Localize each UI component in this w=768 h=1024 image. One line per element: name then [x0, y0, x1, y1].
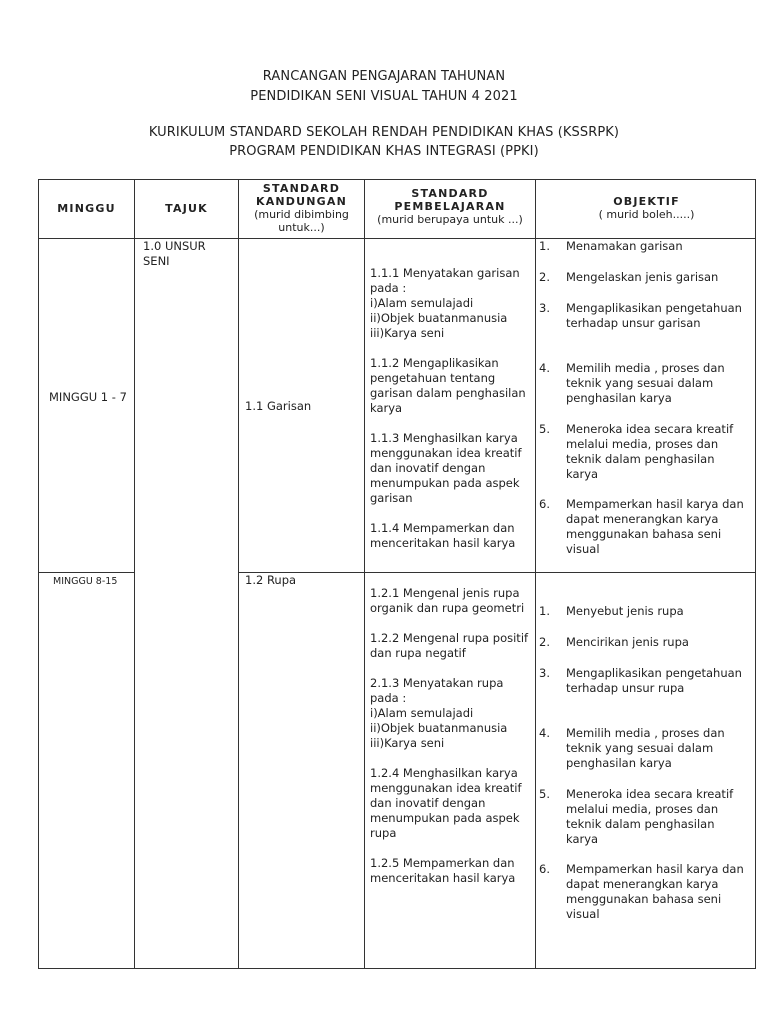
pembelajaran-item: 1.1.4 Mempamerkan dan menceritakan hasil karya: [370, 521, 516, 550]
header-standard-kandungan: STANDARD KANDUNGAN (murid dibimbing untuk...): [254, 182, 349, 234]
doc-title-line2: PENDIDIKAN SENI VISUAL TAHUN 4 2021: [250, 89, 518, 104]
pembelajaran-item: 1.1.2 Mengaplikasikan pengetahuan tentang garisan dalam penghasilan karya: [370, 356, 526, 415]
row-divider: [39, 572, 134, 573]
col-divider: [364, 180, 365, 968]
row-divider: [238, 572, 755, 573]
header-tajuk: TAJUK: [165, 202, 208, 215]
header-objektif: OBJEKTIF ( murid boleh.....): [598, 195, 695, 221]
header-minggu: MINGGU: [57, 202, 116, 215]
header-standard-pembelajaran: STANDARD PEMBELAJARAN (murid berupaya untuk ...): [377, 187, 523, 226]
rpt-table: [38, 179, 756, 969]
row2-minggu: MINGGU 8-15: [53, 576, 118, 587]
doc-title-line1: RANCANGAN PENGAJARAN TAHUNAN: [262, 69, 506, 84]
row1-objektif: 1. Menamakan garisan 2. Mengelaskan jenis garisan 3. Mengaplikasikan pengetahuan terhadap unsur garisan 4. Memilih media , proses dan teknik yang sesuai dalam penghasilan karya 5. Meneroka idea secara kreatif melalui media, proses dan teknik dalam penghasilan karya 6. Mempamerkan hasil karya dan dapat menerangkan karya menggunakan bahasa seni visual: [539, 239, 744, 556]
col-divider: [134, 180, 135, 968]
doc-title-line4: PROGRAM PENDIDIKAN KHAS INTEGRASI (PPKI): [229, 144, 539, 159]
row1-minggu: MINGGU 1 - 7: [49, 390, 127, 404]
row2-objektif: 1. Menyebut jenis rupa 2. Mencirikan jenis rupa 3. Mengaplikasikan pengetahuan terhadap unsur rupa 4. Memilih media , proses dan teknik yang sesuai dalam penghasilan karya 5. Meneroka idea secara kreatif melalui media, proses dan teknik dalam penghasilan karya 6. Mempamerkan hasil karya dan dapat menerangkan karya menggunakan bahasa seni visual: [539, 604, 744, 921]
col-divider: [535, 180, 536, 968]
pembelajaran-item: 1.1.1 Menyatakan garisan pada : i)Alam semulajadi ii)Objek buatanmanusia iii)Karya seni: [370, 266, 520, 340]
row1-tajuk: 1.0 UNSUR SENI: [143, 239, 206, 268]
row2-kandungan: 1.2 Rupa: [245, 573, 297, 587]
pembelajaran-item: 1.2.4 Menghasilkan karya menggunakan idea kreatif dan inovatif dengan menumpukan pada aspek rupa: [370, 766, 522, 840]
pembelajaran-item: 2.1.3 Menyatakan rupa pada : i)Alam semulajadi ii)Objek buatanmanusia iii)Karya seni: [370, 676, 508, 750]
pembelajaran-item: 1.2.2 Mengenal rupa positif dan rupa negatif: [370, 631, 529, 660]
row1-pembelajaran: [370, 266, 533, 566]
pembelajaran-item: 1.1.3 Menghasilkan karya menggunakan idea kreatif dan inovatif dengan menumpukan pada aspek garisan: [370, 431, 522, 505]
pembelajaran-item: 1.2.1 Mengenal jenis rupa organik dan rupa geometri: [370, 586, 525, 615]
col-divider: [238, 180, 239, 968]
pembelajaran-item: 1.2.5 Mempamerkan dan menceritakan hasil karya: [370, 856, 516, 885]
row1-kandungan: 1.1 Garisan: [245, 399, 312, 413]
row2-pembelajaran: [370, 586, 533, 901]
doc-title-line3: KURIKULUM STANDARD SEKOLAH RENDAH PENDIDIKAN KHAS (KSSRPK): [148, 125, 620, 140]
